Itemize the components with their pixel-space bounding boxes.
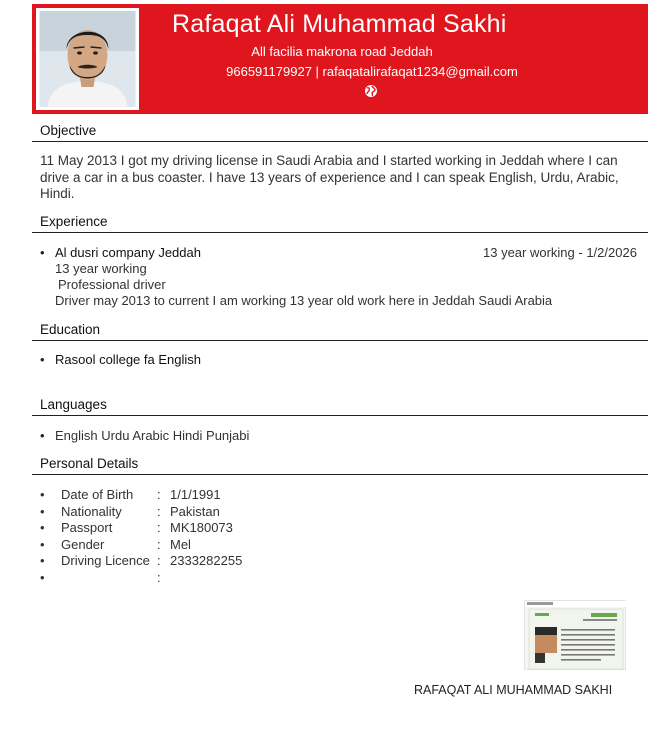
- detail-colon: :: [157, 536, 161, 552]
- objective-divider: [32, 141, 648, 142]
- experience-role: Professional driver: [58, 277, 166, 292]
- globe-icon[interactable]: [364, 84, 378, 98]
- languages-heading: Languages: [40, 397, 107, 412]
- experience-period: 13 year working - 1/2/2026: [483, 245, 637, 260]
- experience-description: Driver may 2013 to current I am working 13 year old work here in Jeddah Saudi Arabia: [55, 293, 553, 308]
- candidate-address: All facilia makrona road Jeddah: [251, 44, 433, 59]
- experience-company: Al dusri company Jeddah: [55, 245, 201, 260]
- personal-details-divider: [32, 474, 648, 475]
- detail-value: MK180073: [170, 520, 233, 535]
- objective-text: 11 May 2013 I got my driving license in Saudi Arabia and I started working in Jeddah where I can drive a car in a bus coaster. I have 13 years of experience and I can speak English, Urdu, Arabic, Hindi.: [40, 153, 619, 201]
- languages-item: English Urdu Arabic Hindi Punjabi: [55, 428, 250, 443]
- signature-name: RAFAQAT ALI MUHAMMAD SAKHI: [414, 683, 613, 697]
- experience-divider: [32, 232, 648, 233]
- experience-heading: Experience: [40, 214, 108, 229]
- bullet: •: [40, 569, 45, 585]
- licence-card-graphic: [525, 601, 627, 671]
- detail-label: Date of Birth: [61, 487, 134, 502]
- personal-details-heading: Personal Details: [40, 456, 139, 471]
- education-heading: Education: [40, 322, 101, 337]
- detail-colon: :: [157, 503, 161, 519]
- detail-label: Driving Licence: [61, 553, 150, 568]
- detail-value: Pakistan: [170, 503, 220, 519]
- languages-bullet: •: [40, 428, 45, 443]
- profile-photo-image: [39, 11, 136, 107]
- education-divider: [32, 340, 648, 341]
- languages-divider: [32, 415, 648, 416]
- candidate-contact[interactable]: 966591179927 | rafaqatalirafaqat1234@gmail.com: [226, 64, 518, 79]
- objective-heading: Objective: [40, 123, 97, 138]
- resume-header: [32, 4, 648, 114]
- bullet: •: [40, 487, 45, 502]
- bullet: •: [40, 553, 45, 568]
- driving-licence-image: [524, 600, 626, 670]
- education-item: Rasool college fa English: [55, 352, 201, 367]
- bullet: •: [40, 503, 45, 519]
- bullet: •: [40, 536, 45, 552]
- detail-label: Passport: [61, 520, 113, 535]
- education-bullet: •: [40, 352, 45, 367]
- detail-label: Nationality: [61, 503, 122, 519]
- candidate-name: Rafaqat Ali Muhammad Sakhi: [172, 10, 507, 38]
- detail-value: Mel: [170, 536, 191, 552]
- bullet: •: [40, 520, 45, 535]
- detail-value: 2333282255: [170, 553, 243, 568]
- experience-bullet: •: [40, 245, 45, 260]
- detail-colon: :: [157, 569, 161, 585]
- profile-photo: [36, 8, 139, 110]
- detail-label: Gender: [61, 536, 105, 552]
- detail-colon: :: [157, 487, 161, 502]
- detail-value: 1/1/1991: [170, 487, 221, 502]
- detail-colon: :: [157, 520, 161, 535]
- detail-colon: :: [157, 553, 161, 568]
- experience-duration: 13 year working: [55, 261, 147, 276]
